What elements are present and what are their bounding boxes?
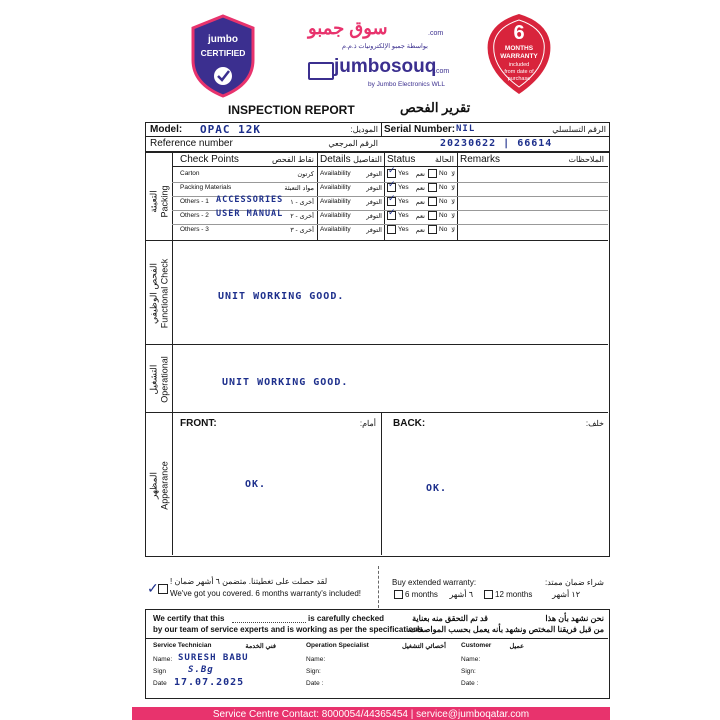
packing-row-yes-ar: نعم — [415, 227, 425, 234]
jumbosouq-tagline: by Jumbo Electronics WLL — [368, 81, 445, 88]
packing-row-yes-option[interactable] — [387, 197, 409, 206]
col-status-ar: الحالة — [435, 155, 454, 164]
packing-row-availability: Availability — [320, 170, 351, 177]
certify-en-1: We certify that this — [153, 614, 225, 623]
opt-12-label-ar: ١٢ أشهر — [552, 590, 580, 599]
packing-row-name-ar: أخرى - ٢ — [290, 213, 314, 220]
col-check-points-ar: نقاط الفحص — [271, 155, 314, 164]
extended-label: Buy extended warranty: — [392, 578, 477, 587]
packing-row-no-option[interactable] — [428, 183, 447, 192]
packing-row-no-ar: لا — [451, 227, 455, 234]
tech-name-label: Name: — [153, 656, 173, 663]
opt-12-months[interactable] — [484, 590, 532, 599]
opt-6-label-ar: ٦ أشهر — [449, 590, 473, 599]
covered-checkbox[interactable] — [158, 584, 168, 594]
yes-label: Yes — [398, 198, 409, 206]
packing-row-name: Carton — [180, 170, 200, 177]
packing-row-detail: USER MANUAL — [216, 209, 284, 219]
yes-label: Yes — [398, 212, 409, 220]
packing-row-name-ar: مواد التعبئة — [284, 185, 314, 192]
col-remarks-ar: الملاحظات — [568, 155, 604, 164]
operational-label: Operational — [159, 356, 170, 403]
cust-date-label: Date : — [461, 680, 479, 687]
no-label: No — [439, 226, 448, 234]
back-label-ar: خلف: — [585, 419, 604, 428]
col-details: Details — [320, 154, 351, 165]
yes-checkbox[interactable] — [387, 197, 396, 206]
model-label-ar: الموديل: — [350, 125, 378, 134]
packing-row-availability-ar: التوفر — [366, 185, 382, 192]
back-note: OK. — [426, 483, 448, 494]
yes-label: Yes — [398, 226, 409, 234]
yes-label: Yes — [398, 170, 409, 178]
back-label: BACK: — [393, 418, 426, 429]
opt-12-checkbox[interactable] — [484, 590, 493, 599]
no-checkbox[interactable] — [428, 225, 437, 234]
jumbosouq-logo — [308, 56, 448, 92]
tech-name-value: SURESH BABU — [178, 653, 249, 663]
no-label: No — [439, 170, 448, 178]
no-label: No — [439, 184, 448, 192]
cust-title-ar: عميل — [509, 643, 524, 650]
tech-sign-label: Sign — [153, 668, 167, 675]
souq-tagline: بواسطة جمبو الإلكترونيات ذ.م.م — [342, 43, 428, 50]
covered-text-en: We've got you covered. 6 months warranty's included! — [170, 589, 362, 598]
model-value: OPAC 12K — [200, 123, 261, 136]
footer-bar — [132, 707, 610, 720]
functional-label: Functional Check — [159, 258, 170, 329]
packing-row-yes-option[interactable] — [387, 225, 409, 234]
no-label: No — [439, 212, 448, 220]
packing-row-name-ar: أخرى - ٣ — [290, 227, 314, 234]
appearance-label-ar: المظهر — [148, 472, 159, 499]
packing-row-yes-option[interactable] — [387, 211, 409, 220]
souq-com-text: .com — [428, 30, 444, 37]
tech-title-ar: فني الخدمة — [245, 643, 276, 650]
packing-row-name: Packing Materials — [180, 184, 232, 191]
tech-title: Service Technician — [153, 642, 212, 649]
certify-en-3: by our team of service experts and is working as per the specifications. — [153, 625, 425, 634]
packing-row-detail: ACCESSORIES — [216, 195, 284, 205]
serial-value: NIL — [456, 124, 476, 134]
packing-row-yes-ar: نعم — [415, 185, 425, 192]
ops-sign-label: Sign: — [306, 668, 321, 675]
ops-name-label: Name: — [306, 656, 326, 663]
no-checkbox[interactable] — [428, 183, 437, 192]
packing-row-availability: Availability — [320, 226, 351, 233]
warranty-line3: included — [508, 62, 530, 68]
no-checkbox[interactable] — [428, 197, 437, 206]
functional-note: UNIT WORKING GOOD. — [218, 291, 345, 302]
packing-row-availability: Availability — [320, 184, 351, 191]
warranty-line4: from date of — [504, 69, 534, 75]
packing-row-yes-ar: نعم — [415, 171, 425, 178]
packing-row-name-ar: أخرى - ١ — [290, 199, 314, 206]
serial-label-ar: الرقم التسلسلي — [552, 125, 606, 134]
packing-row-name: Others - 3 — [180, 226, 209, 233]
col-remarks: Remarks — [460, 154, 501, 165]
opt-12-label: 12 months — [495, 590, 533, 599]
page-title-ar: تقرير الفحص — [400, 100, 471, 115]
operational-section-label — [149, 330, 170, 430]
souq-logo — [308, 18, 448, 54]
packing-row-no-option[interactable] — [428, 197, 447, 206]
opt-6-label: 6 months — [405, 590, 438, 599]
reference-label: Reference number — [150, 138, 233, 149]
cust-title: Customer — [461, 642, 492, 649]
packing-row-no-option[interactable] — [428, 225, 447, 234]
covered-check-icon: ✓ — [147, 580, 159, 596]
ops-title: Operation Specialist — [306, 642, 369, 649]
front-note: OK. — [245, 479, 267, 490]
appearance-label: Appearance — [159, 461, 170, 510]
packing-label: Packing — [159, 185, 170, 218]
packing-row-availability-ar: التوفر — [366, 199, 382, 206]
warranty-line5: purchase — [507, 76, 531, 82]
no-checkbox[interactable] — [428, 211, 437, 220]
opt-6-months[interactable] — [394, 590, 438, 599]
packing-row-availability-ar: التوفر — [366, 213, 382, 220]
packing-row-no-ar: لا — [451, 199, 455, 206]
serial-label: Serial Number: — [384, 124, 456, 135]
certified-badge — [190, 14, 256, 98]
reference-value: 20230622 | 66614 — [440, 138, 553, 149]
certify-ar-3: من قبل فريقنا المختص ونشهد بأنه يعمل بحسب المواصفات. — [407, 625, 604, 634]
certify-en-2: is carefully checked — [308, 614, 385, 623]
warranty-number: 6 — [513, 22, 525, 44]
souq-logo-text: سوق جمبو — [308, 18, 388, 38]
packing-row-availability-ar: التوفر — [366, 171, 382, 178]
yes-checkbox[interactable] — [387, 169, 396, 178]
ops-title-ar: أخصائي التشغيل — [401, 643, 446, 650]
packing-row-availability: Availability — [320, 212, 351, 219]
packing-section-label — [149, 162, 170, 242]
extended-label-ar: شراء ضمان ممتد: — [544, 578, 604, 587]
certify-ar-1: نحن نشهد بأن هذا — [545, 614, 604, 623]
tech-date-label: Date — [153, 680, 167, 687]
packing-row-name-ar: كرتون — [297, 171, 314, 178]
col-status: Status — [387, 154, 416, 165]
functional-label-ar: الفحص الوظيفي — [148, 263, 159, 324]
tech-date-value: 17.07.2025 — [174, 677, 245, 688]
page-title: INSPECTION REPORT — [228, 103, 355, 117]
opt-6-checkbox[interactable] — [394, 590, 403, 599]
packing-row-name: Others - 1 — [180, 198, 209, 205]
covered-text-ar: لقد حصلت على تغطيتنا. متضمن ٦ أشهر ضمان ! — [170, 577, 328, 586]
tech-sign-value: S.Bg — [188, 665, 214, 675]
warranty-line1: MONTHS — [504, 45, 534, 52]
packing-row-yes-option[interactable] — [387, 169, 409, 178]
packing-row-no-ar: لا — [451, 213, 455, 220]
certify-ar-2: قد تم التحقق منه بعناية — [412, 614, 488, 623]
front-label: FRONT: — [180, 418, 217, 429]
packing-row-yes-option[interactable] — [387, 183, 409, 192]
appearance-section-label — [149, 436, 170, 536]
operational-note: UNIT WORKING GOOD. — [222, 377, 349, 388]
front-label-ar: أمام: — [359, 419, 376, 428]
packing-row-no-option[interactable] — [428, 169, 447, 178]
packing-row-no-option[interactable] — [428, 211, 447, 220]
warranty-line2: WARRANTY — [500, 53, 538, 60]
no-checkbox[interactable] — [428, 169, 437, 178]
packing-row-availability-ar: التوفر — [366, 227, 382, 234]
model-label: Model: — [150, 124, 183, 135]
operational-label-ar: التشغيل — [148, 364, 159, 395]
packing-row-name: Others - 2 — [180, 212, 209, 219]
badge-top-text: jumbo — [208, 34, 238, 45]
footer-text: Service Centre Contact: 8000054/44365454 | service@jumboqatar.com — [212, 709, 530, 720]
no-label: No — [439, 198, 448, 206]
jumbosouq-com-text: .com — [434, 68, 450, 75]
cust-name-label: Name: — [461, 656, 481, 663]
packing-row-yes-ar: نعم — [415, 213, 425, 220]
badge-bottom-text: CERTIFIED — [200, 48, 246, 58]
packing-row-no-ar: لا — [451, 185, 455, 192]
packing-label-ar: التعبئة — [148, 190, 159, 213]
ops-date-label: Date : — [306, 680, 324, 687]
col-details-ar: التفاصيل — [353, 155, 382, 164]
yes-checkbox[interactable] — [387, 225, 396, 234]
jumbosouq-logo-text: jumbosouq — [334, 56, 437, 77]
reference-label-ar: الرقم المرجعي — [328, 139, 378, 148]
packing-row-no-ar: لا — [451, 171, 455, 178]
packing-row-availability: Availability — [320, 198, 351, 205]
yes-label: Yes — [398, 184, 409, 192]
yes-checkbox[interactable] — [387, 183, 396, 192]
packing-row-yes-ar: نعم — [415, 199, 425, 206]
yes-checkbox[interactable] — [387, 211, 396, 220]
cust-sign-label: Sign: — [461, 668, 476, 675]
warranty-badge — [484, 12, 554, 96]
col-check-points: Check Points — [180, 154, 239, 165]
